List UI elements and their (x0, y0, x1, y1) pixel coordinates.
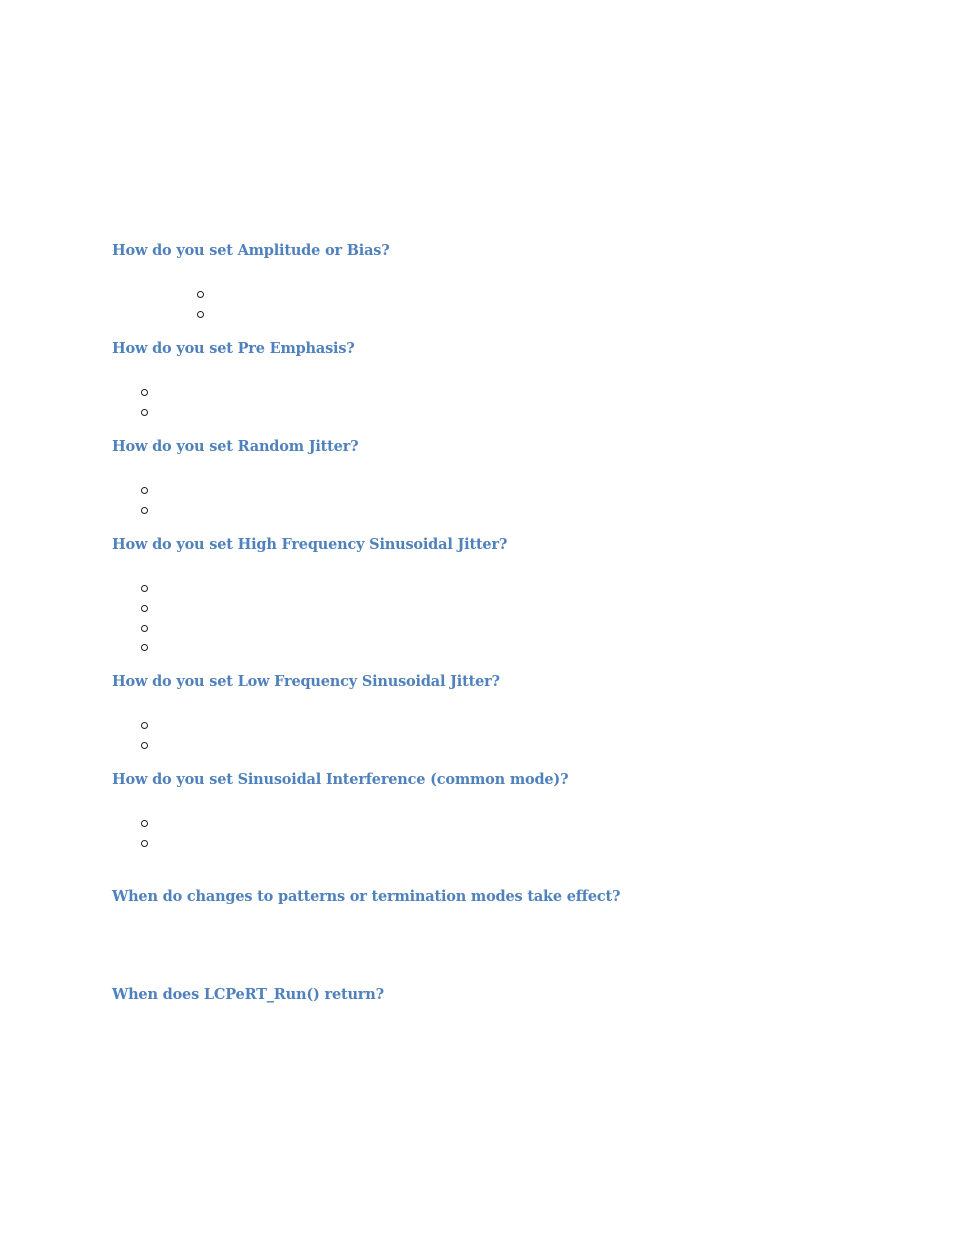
list-bullet (141, 585, 148, 592)
list-bullet (141, 742, 148, 749)
list-bullet (141, 605, 148, 612)
heading-lcpert-run-return: When does LCPeRT_Run() return? (112, 986, 384, 1003)
heading-high-frequency-sinusoidal-jitter: How do you set High Frequency Sinusoidal Jitter? (112, 536, 508, 553)
heading-pre-emphasis: How do you set Pre Emphasis? (112, 340, 355, 357)
list-bullet (141, 389, 148, 396)
list-bullet (141, 409, 148, 416)
list-bullet (197, 311, 204, 318)
list-bullet (141, 840, 148, 847)
list-bullet (141, 487, 148, 494)
list-bullet (141, 820, 148, 827)
list-bullet (141, 644, 148, 651)
list-bullet (141, 507, 148, 514)
list-bullet (141, 722, 148, 729)
list-bullet (141, 625, 148, 632)
heading-sinusoidal-interference: How do you set Sinusoidal Interference (common mode)? (112, 771, 569, 788)
heading-random-jitter: How do you set Random Jitter? (112, 438, 359, 455)
heading-pattern-termination-changes: When do changes to patterns or termination modes take effect? (112, 888, 621, 905)
heading-low-frequency-sinusoidal-jitter: How do you set Low Frequency Sinusoidal Jitter? (112, 673, 500, 690)
list-bullet (197, 291, 204, 298)
heading-amplitude-bias: How do you set Amplitude or Bias? (112, 242, 390, 259)
